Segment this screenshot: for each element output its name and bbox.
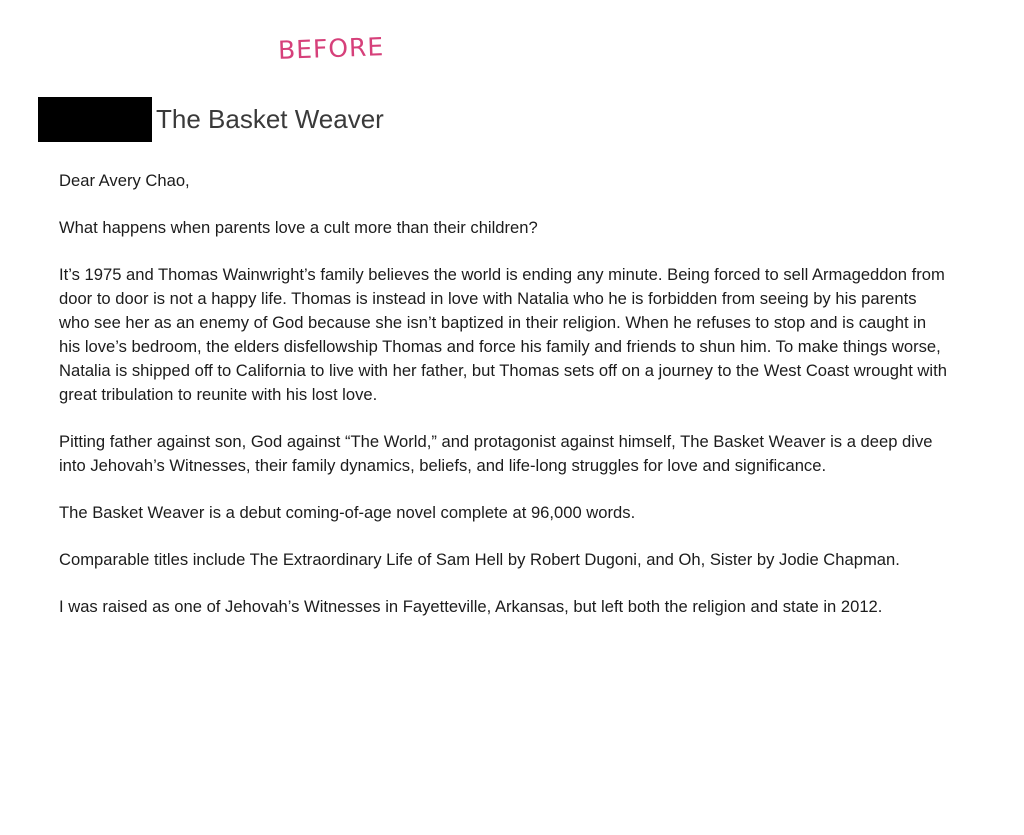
redacted-author-name xyxy=(38,97,152,142)
query-letter-body xyxy=(59,169,949,642)
letter-paragraph-hook: What happens when parents love a cult more than their children? xyxy=(59,218,538,237)
letter-paragraph-themes: Pitting father against son, God against “The World,” and protagonist against himself, The Basket Weaver is a deep dive into Jehovah’s Witnesses, their family dynamics, beliefs, and life-long struggles for love and significance. xyxy=(59,432,933,475)
letter-paragraph-synopsis: It’s 1975 and Thomas Wainwright’s family believes the world is ending any minute. Being forced to sell Armageddon from door to door is not a happy life. Thomas is instead in love with Natalia who he is forbidden from seeing by his parents who see her as an enemy of God because she isn’t baptized in their religion. When he refuses to stop and is caught in his love’s bedroom, the elders disfellowship Thomas and force his family and friends to shun him. To make things worse, Natalia is shipped off to California to live with her father, but Thomas sets off on a journey to the West Coast wrought with great tribulation to reunite with his lost love. xyxy=(59,265,947,404)
letter-salutation: Dear Avery Chao, xyxy=(59,171,190,190)
letter-paragraph-bio: I was raised as one of Jehovah’s Witnesses in Fayetteville, Arkansas, but left both the religion and state in 2012. xyxy=(59,597,883,616)
letter-paragraph-word-count: The Basket Weaver is a debut coming-of-age novel complete at 96,000 words. xyxy=(59,503,636,522)
handwritten-before-annotation: BEFORE xyxy=(277,32,385,65)
document-title: The Basket Weaver xyxy=(156,104,384,134)
letter-paragraph-comp-titles: Comparable titles include The Extraordinary Life of Sam Hell by Robert Dugoni, and Oh, Sister by Jodie Chapman. xyxy=(59,550,900,569)
